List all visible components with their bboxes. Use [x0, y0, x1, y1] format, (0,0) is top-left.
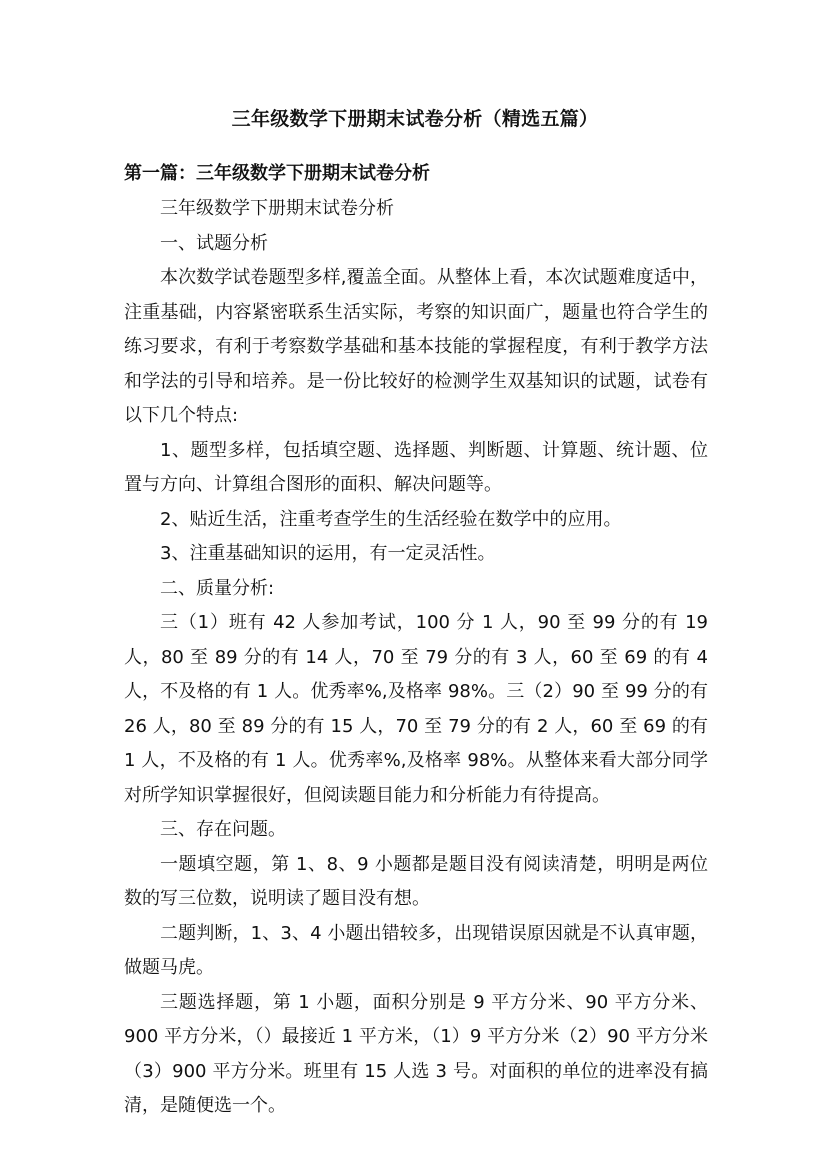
- paragraph-subtitle: 三年级数学下册期末试卷分析: [160, 198, 394, 219]
- paragraph-problem-1: 一题填空题，第 1、8、9 小题都是题目没有阅读清楚，明明是两位数的写三位数，说明读了题目没有想。: [124, 853, 708, 909]
- paragraph-point-3: 3、注重基础知识的运用，有一定灵活性。: [160, 543, 496, 564]
- paragraph-section-three: 三、存在问题。: [160, 819, 286, 840]
- paragraph-problem-2: 二题判断，1、3、4 小题出错较多，出现错误原因就是不认真审题，做题马虎。: [124, 922, 708, 978]
- paragraph-point-2: 2、贴近生活，注重考查学生的生活经验在数学中的应用。: [160, 508, 622, 530]
- section-heading: 第一篇：三年级数学下册期末试卷分析: [124, 163, 430, 184]
- paragraph-section-one: 一、试题分析: [160, 232, 268, 254]
- paragraph-problem-3: 三题选择题，第 1 小题，面积分别是 9 平方分米、90 平方分米、900 平方分米，（）最接近 1 平方米，（1）9 平方分米（2）90 平方分米（3）900 平方分米。班里有 15 人选 3 号。对面积的单位的进率没有搞清，是随便选一个。: [124, 991, 708, 1116]
- document-title: 三年级数学下册期末试卷分析（精选五篇）: [231, 108, 599, 130]
- paragraph-quality: 三（1）班有 42 人参加考试，100 分 1 人，90 至 99 分的有 19 人，80 至 89 分的有 14 人，70 至 79 分的有 3 人，60 至 69 的有 4 人，不及格的有 1 人。优秀率%,及格率 98%。三（2）90 至 99 分的有 26 人，80 至 89 分的有 15 人，70 至 79 分的有 2 人，60 至 69 的有 1 人，不及格的有 1 人。优秀率%,及格率 98%。从整体来看大部分同学对所学知识掌握很好，但阅读题目能力和分析能力有待提高。: [124, 612, 708, 806]
- paragraph-section-two: 二、质量分析:: [160, 577, 275, 599]
- paragraph-analysis: 本次数学试卷题型多样,覆盖全面。从整体上看，本次试题难度适中，注重基础，内容紧密联系生活实际，考察的知识面广，题量也符合学生的练习要求，有利于考察数学基础和基本技能的掌握程度，有利于教学方法和学法的引导和培养。是一份比较好的检测学生双基知识的试题，试卷有以下几个特点:: [124, 267, 708, 426]
- paragraph-point-1: 1、题型多样，包括填空题、选择题、判断题、计算题、统计题、位置与方向、计算组合图形的面积、解决问题等。: [124, 439, 708, 495]
- document-body: [124, 192, 708, 1124]
